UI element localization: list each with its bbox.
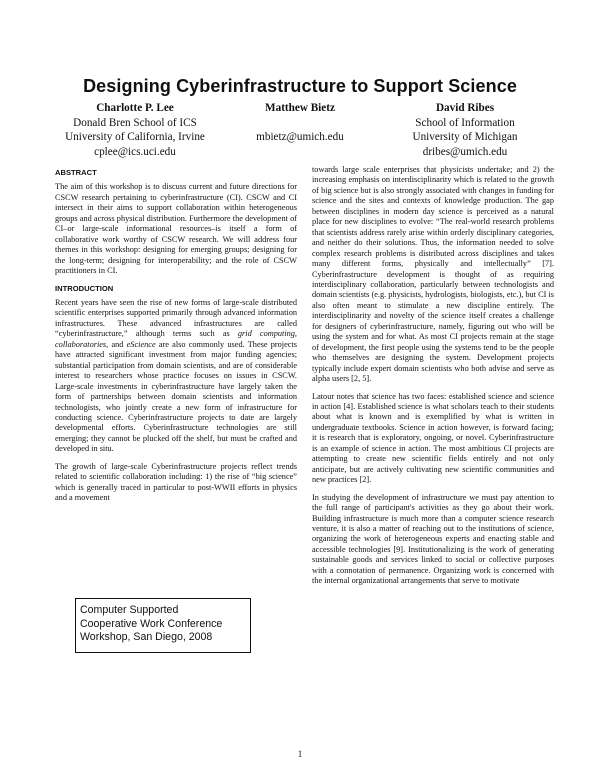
author-name: Charlotte P. Lee — [96, 102, 174, 114]
author-affiliation — [220, 116, 380, 131]
intro-paragraph-1: Recent years have seen the rise of new forms of large-scale distributed scientific enterprises supported primarily through advanced information infrastructures. These advanced infrastructures are called “cyberinfrastructure,” although terms such as grid computing, collaboratories, and eScience are also commonly used. These projects have attracted significant investment from major funding agencies; substantial participation from domain scientists, and are of considerable interest to researchers whose practice focuses on issues in CSCW. Large-scale investments in cyberinfrastructure have largely taken the form of partnerships between domain scientists and information technologists, who jointly create a new form of infrastructure for conducting science. Cyberinfrastructure projects to date are largely developmental efforts. Cyberinfrastructure technologies are still emerging; they cannot be plucked off the shelf, but must be crafted and developed in situ. — [55, 297, 298, 454]
right-paragraph-2: Latour notes that science has two faces: established science and science in action [4]. Established science is what scholars teach to their students about what is known and is exemplified by what is written in undergraduate textbooks. Science in action however, is forward facing; it is research that is exploratory, ongoing, or novel. Cyberinfrastructure is an example of science in action. The most ambitious CI projects are attempting to create new scientific fields entirely and not only anticipate, but are actively cultivating new scientific communities and new practices [2]. — [312, 391, 554, 485]
introduction-heading: INTRODUCTION — [55, 283, 114, 293]
author-block-ribes — [385, 101, 545, 159]
conference-line: Workshop, San Diego, 2008 — [80, 631, 213, 643]
page-number: 1 — [297, 749, 303, 759]
right-column — [312, 165, 554, 594]
conference-box — [75, 598, 251, 653]
author-email: mbietz@umich.edu — [256, 131, 344, 144]
left-column — [55, 168, 297, 511]
author-email: cplee@ics.uci.edu — [94, 145, 176, 158]
author-university: University of Michigan — [412, 131, 518, 144]
author-affiliation: Donald Bren School of ICS — [73, 116, 197, 129]
conference-line: Cooperative Work Conference — [80, 617, 223, 630]
author-email: dribes@umich.edu — [422, 145, 508, 158]
author-name: David Ribes — [435, 102, 495, 114]
author-name: Matthew Bietz — [265, 102, 335, 114]
right-paragraph-1: towards large scale enterprises that physicists undertake; and 2) the increasing emphasis on interdisciplinarity which is related to the growth of big science but is also strongly associated with changes in funding for science and the sites and contexts of knowledge production. The gap between disciplines in modern day science is perceived as a natural place for new disciplines to evolve: “The real-world research problems that scientists address rarely arise within orderly disciplinary categories, and neither do their solutions. Thus, the information needed to solve complex research problems is distributed across disciplines and takes many different forms, physically and intellectually” [7]. Cyberinfrastructure development is thought of as requiring interdisciplinary collaboration, particularly between technologists and domain scientists (e.g. physicists, hydrologists, biologists, etc.), but CI is also often meant to stimulate a new discipline entirely. The interdisciplinarity and novelty of the science itself creates a challenge for designers of cyberinfrastructure, namely, figuring out who will be using the system and for what. As most CI projects remain at the stage of development, the first people using the systems tend to be the people who themselves are designing the system. Development projects typically include expert domain scientists who both advise and serve as alpha users [2, 5]. — [312, 165, 554, 384]
intro-paragraph-2: The growth of large-scale Cyberinfrastructure projects reflect trends related to scientific collaboration including: 1) the rise of “big science” which is generally traced in particular to post-WWII efforts in physics and a movement — [55, 461, 297, 503]
author-block-lee — [50, 101, 220, 159]
abstract-heading: ABSTRACT — [55, 168, 97, 177]
abstract-text: The aim of this workshop is to discuss current and future directions for CSCW research pertaining to cyberinfrastructure (CI). CSCW and CI intersect in their aims to support collaboration within heterogeneous groups and across physical distribution. Furthermore the development of CI–or large-scale informational resources–is itself a form of collaborative work worthy of CSCW research. We will address four themes in this workshop: designing for emerging groups; designing for the long-term; designing for interoperability; and the role of CSCW practitioners in CI. — [55, 182, 297, 276]
conference-line: Computer Supported — [80, 604, 179, 616]
paper-title: Designing Cyberinfrastructure to Support Science — [83, 76, 517, 96]
author-affiliation: School of Information — [415, 116, 515, 129]
author-university: University of California, Irvine — [65, 131, 205, 144]
right-paragraph-3: In studying the development of infrastructure we must pay attention to the full range of participant's activities as they go about their work. Building infrastructure is much more than a computer science research venture, it is also a matter of reaching out to the institutions of science, organizing the work of heterogeneous experts and enacting stable and accessible technologies [9]. Institutionalizing is the work of generating sustainable goods and services linked to social or collective purposes with a connotation of permanence. Organizing work is concerned with the internal organizational arrangements that serve to motivate — [312, 492, 554, 586]
author-block-bietz — [220, 101, 380, 145]
